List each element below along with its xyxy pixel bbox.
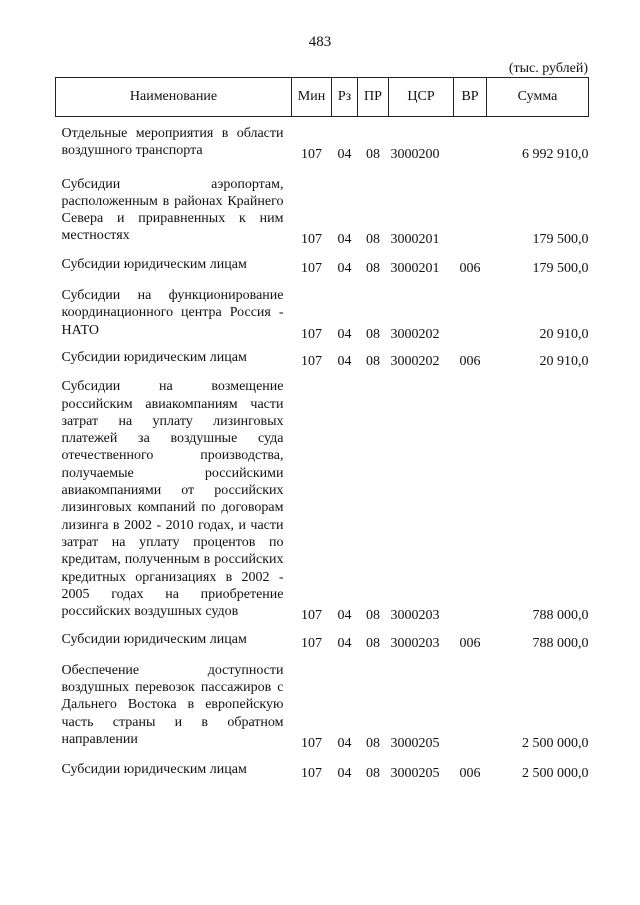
row-name: Субсидии юридическим лицам xyxy=(61,762,247,778)
row-rz: 04 xyxy=(337,353,352,369)
row-vr: 006 xyxy=(459,636,481,652)
row-name: Субсидии на возмещение российским авиакомпаниям части затрат на уплату лизинговых платежей за воздушные суда отечественного производства, получаемые российскими авиакомпаниями от российских лизинговых компаний по договорам лизинга в 2002 - 2010 годах, и части затрат на уплату процентов по кредитам, полученным в российских кредитных организациях в 2002 - 2005 годах на приобретение российских воздушных судов xyxy=(61,379,284,620)
row-pr: 08 xyxy=(366,608,380,624)
row-name: Субсидии на функционирование координационного центра Россия - НАТО xyxy=(61,288,284,338)
table-row xyxy=(56,620,589,648)
row-sum: 2 500 000,0 xyxy=(522,766,589,782)
row-name: Отдельные мероприятия в области воздушного транспорта xyxy=(61,126,284,159)
row-csr: 3000205 xyxy=(390,766,440,782)
row-vr xyxy=(454,277,487,343)
row-vr xyxy=(454,370,487,624)
header-sum: Сумма xyxy=(487,78,589,117)
row-pr: 08 xyxy=(366,735,380,751)
row-min: 107 xyxy=(301,353,322,369)
row-sum: 179 500,0 xyxy=(532,232,589,248)
row-min: 107 xyxy=(301,766,322,782)
row-sum: 788 000,0 xyxy=(532,636,589,652)
row-rz: 04 xyxy=(337,636,352,652)
row-sum: 2 500 000,0 xyxy=(522,735,589,751)
row-rz: 04 xyxy=(337,326,352,342)
row-min: 107 xyxy=(301,326,322,342)
row-sum: 20 910,0 xyxy=(539,326,589,342)
table-row xyxy=(56,366,589,620)
row-min: 107 xyxy=(301,735,322,751)
header-vr: ВР xyxy=(454,78,487,117)
row-pr: 08 xyxy=(366,353,380,369)
row-rz: 04 xyxy=(337,147,352,163)
row-name: Субсидии юридическим лицам xyxy=(61,349,247,365)
row-min: 107 xyxy=(301,232,322,248)
header-csr: ЦСР xyxy=(389,78,454,117)
row-min: 107 xyxy=(301,608,322,624)
row-sum: 788 000,0 xyxy=(532,608,589,624)
row-vr xyxy=(454,164,487,249)
table-row xyxy=(56,160,589,245)
row-rz: 04 xyxy=(337,735,352,751)
row-csr: 3000202 xyxy=(390,326,440,342)
row-pr: 08 xyxy=(366,766,380,782)
row-pr: 08 xyxy=(366,260,380,276)
row-vr xyxy=(454,653,487,752)
header-rz: Рз xyxy=(332,78,358,117)
header-name: Наименование xyxy=(56,78,292,117)
table-row xyxy=(56,649,589,748)
row-csr: 3000205 xyxy=(390,735,440,751)
row-min: 107 xyxy=(301,260,322,276)
table-row xyxy=(56,339,589,366)
row-rz: 04 xyxy=(337,608,352,624)
table-row xyxy=(56,245,589,273)
row-rz: 04 xyxy=(337,232,352,248)
row-pr: 08 xyxy=(366,232,380,248)
row-pr: 08 xyxy=(366,326,380,342)
table-body xyxy=(56,117,589,782)
row-name: Субсидии аэропортам, расположенным в районах Крайнего Севера и приравненных к ним местностях xyxy=(61,176,284,244)
page-number: 483 xyxy=(308,34,332,50)
table-header-row xyxy=(56,78,589,117)
row-vr: 006 xyxy=(459,766,481,782)
row-vr xyxy=(454,121,487,164)
row-csr: 3000202 xyxy=(390,353,440,369)
table-row xyxy=(56,273,589,339)
row-rz: 04 xyxy=(337,766,352,782)
budget-table xyxy=(55,77,589,782)
header-pr: ПР xyxy=(358,78,389,117)
row-vr: 006 xyxy=(459,260,481,276)
row-csr: 3000203 xyxy=(390,608,440,624)
row-min: 107 xyxy=(301,636,322,652)
row-name: Субсидии юридическим лицам xyxy=(61,256,247,272)
row-sum: 179 500,0 xyxy=(532,260,589,276)
row-name: Обеспечение доступности воздушных перевозок пассажиров с Дальнего Востока в европейскую часть страны и в обратном направлении xyxy=(61,662,284,747)
row-rz: 04 xyxy=(337,260,352,276)
row-pr: 08 xyxy=(366,147,380,163)
row-vr: 006 xyxy=(459,353,481,369)
header-min: Мин xyxy=(292,78,332,117)
row-min: 107 xyxy=(301,147,322,163)
table-row xyxy=(56,117,589,160)
row-csr: 3000203 xyxy=(390,636,440,652)
row-pr: 08 xyxy=(366,636,380,652)
row-name: Субсидии юридическим лицам xyxy=(61,632,247,648)
table-row xyxy=(56,748,589,778)
row-csr: 3000200 xyxy=(390,147,440,163)
units-label: (тыс. рублей) xyxy=(508,61,588,76)
row-csr: 3000201 xyxy=(390,232,440,248)
row-sum: 6 992 910,0 xyxy=(522,147,589,163)
row-sum: 20 910,0 xyxy=(539,353,589,369)
row-csr: 3000201 xyxy=(390,260,440,276)
